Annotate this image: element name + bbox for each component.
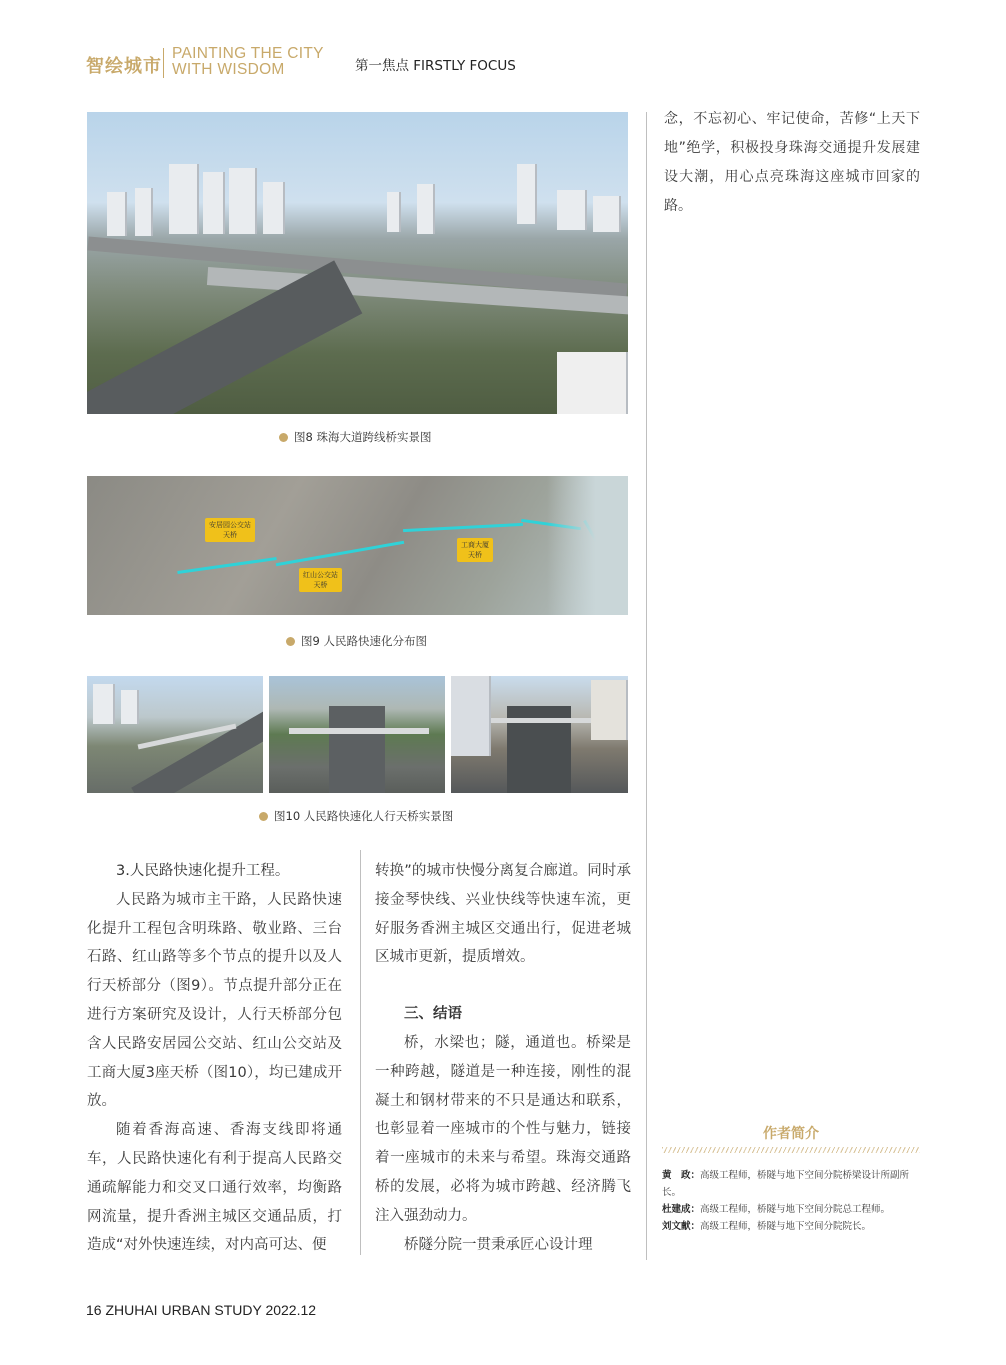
author-desc: 高级工程师，桥隧与地下空间分院总工程师。 [700,1204,891,1215]
map-label-hongshan: 红山公交站 天桥 [299,568,342,592]
author-name: 刘文献： [662,1221,701,1232]
author-desc: 高级工程师，桥隧与地下空间分院院长。 [700,1221,872,1232]
paragraph: 桥隧分院一贯秉承匠心设计理 [404,1236,593,1253]
section-heading-renminlu: 3.人民路快速化提升工程。 [116,863,290,879]
section-label: 第一焦点 FIRSTLY FOCUS [355,58,516,74]
bullet-dot-icon [286,637,295,646]
figure-9-map [87,476,628,615]
body-column-middle [375,857,631,1259]
figure-10-photo-1 [87,676,263,793]
author-intro-title: 作者简介 [763,1126,819,1142]
figure-9-caption [286,633,427,649]
bullet-dot-icon [279,433,288,442]
author-desc: 高级工程师，桥隧与地下空间分院桥梁设计所副所长。 [662,1170,910,1198]
author-name: 黄 政： [662,1170,701,1181]
author-item [662,1218,920,1235]
paragraph: 转换”的城市快慢分离复合廊道。同时承接金琴快线、兴业快线等快速车流，更好服务香洲主城区交通出行，促进老城区城市更新，提质增效。 [375,863,631,966]
brand-en-line2: WITH WISDOM [172,61,285,78]
figure-8-caption-text: 图8 珠海大道跨线桥实景图 [294,430,432,444]
brand-en-line1: PAINTING THE CITY [172,45,324,62]
figure-8-photo [87,112,628,414]
figure-10-caption [259,808,453,824]
header-divider [163,48,164,78]
paragraph: 桥，水梁也；隧，通道也。桥梁是一种跨越，隧道是一种连接，刚性的混凝土和钢材带来的不只是通达和联系，也彰显着一座城市的个性与魅力，链接着一座城市的未来与希望。珠海交通路桥的发展，必将为城市跨越、经济腾飞注入强劲动力。 [375,1034,631,1224]
figure-10-photo-3 [451,676,628,793]
section-heading-conclusion: 三、结语 [404,1006,462,1023]
figure-9-caption-text: 图9 人民路快速化分布图 [301,634,427,648]
paragraph: 人民路为城市主干路，人民路快速化提升工程包含明珠路、敬业路、三台石路、红山路等多个节点的提升以及人行天桥部分（图9）。节点提升部分正在进行方案研究及设计，人行天桥部分包含人民路安居园公交站、红山公交站及工商大厦3座天桥（图10），均已建成开放。 [87,891,342,1110]
author-name: 杜建成： [662,1204,701,1215]
author-item [662,1201,920,1218]
brand-title-en [172,46,324,78]
column-divider-lower [360,850,361,1255]
paragraph: 念，不忘初心、牢记使命，苦修“上天下地”绝学，积极投身珠海交通提升发展建设大潮，用心点亮珠海这座城市回家的路。 [664,111,920,214]
author-intro-list [662,1167,920,1235]
body-column-left [87,857,342,1260]
figure-8-caption [279,429,431,445]
page-footer: 16 ZHUHAI URBAN STUDY 2022.12 [86,1302,317,1318]
author-item [662,1167,920,1201]
author-intro-divider [662,1147,920,1153]
paragraph: 随着香海高速、香海支线即将通车，人民路快速化有利于提高人民路交通疏解能力和交叉口通行效率，均衡路网流量，提升香洲主城区交通品质，打造成“对外快速连续，对内高可达、便 [87,1122,342,1254]
map-label-anjuyuan: 安居园公交站 天桥 [205,518,255,542]
map-label-gongshang: 工商大厦 天桥 [457,538,493,562]
figure-10-caption-text: 图10 人民路快速化人行天桥实景图 [274,809,454,823]
bullet-dot-icon [259,812,268,821]
figure-10-photo-2 [269,676,445,793]
column-divider [646,112,647,1260]
brand-title-cn: 智绘城市 [86,56,162,77]
body-column-right [664,105,920,221]
